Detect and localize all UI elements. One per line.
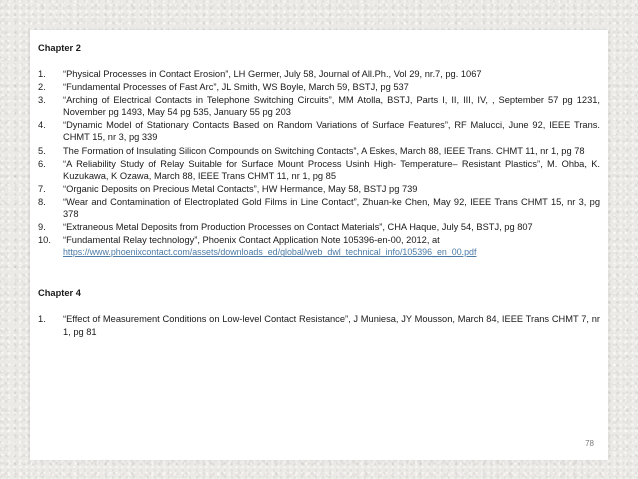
reference-text: “Extraneous Metal Deposits from Production Processes on Contact Materials”, CHA Haque, July 54, BSTJ, pg 807 (63, 222, 533, 233)
chapter-4-heading: Chapter 4 (38, 288, 81, 299)
chapter-2-reference-list (38, 68, 600, 258)
reference-item (38, 145, 600, 157)
reference-text: The Formation of Insulating Silicon Compounds on Switching Contacts”, A Eskes, March 88, IEEE Trans. CHMT 11, nr 1, pg 78 (63, 145, 585, 156)
reference-text: “Physical Processes in Contact Erosion”, LH Germer, July 58, Journal of All.Ph., Vol 29, nr.7, pg. 1067 (63, 69, 482, 79)
reference-number: 6. (38, 158, 46, 169)
spacer (38, 299, 600, 313)
reference-number: 1. (38, 69, 46, 79)
reference-text: “Fundamental Processes of Fast Arc”, JL Smith, WS Boyle, March 59, BSTJ, pg 537 (63, 82, 409, 93)
reference-item (38, 94, 600, 118)
reference-number: 8. (38, 196, 46, 207)
chapter-4-reference-list (38, 313, 600, 337)
reference-number: 2. (38, 82, 46, 93)
phoenix-contact-link[interactable]: https://www.phoenixcontact.com/assets/downloads_ed/global/web_dwl_technical_info/105396_en_00.pdf (63, 247, 477, 258)
reference-number: 7. (38, 183, 46, 194)
reference-number: 1. (38, 314, 46, 325)
page-number: 78 (585, 439, 594, 448)
reference-item (38, 158, 600, 182)
reference-number: 4. (38, 120, 46, 131)
slide (30, 30, 608, 460)
reference-item (38, 313, 600, 337)
reference-text: “Effect of Measurement Conditions on Low-level Contact Resistance”, J Muniesa, JY Mousson, March 84, IEEE Trans CHMT 7, nr 1, pg 81 (63, 314, 600, 337)
reference-item (38, 183, 600, 195)
chapter-2-heading: Chapter 2 (38, 43, 81, 53)
reference-item (38, 119, 600, 143)
reference-text: “Arching of Electrical Contacts in Telephone Switching Circuits”, MM Atolla, BSTJ, Parts I, II, III, IV, , September 57 pg 1231, November pg 1493, May 54 pg 535, January 55 pg 203 (63, 95, 600, 118)
reference-item (38, 196, 600, 220)
reference-number: 10. (38, 235, 51, 246)
reference-text-container (63, 234, 600, 258)
reference-text: “Fundamental Relay technology”, Phoenix Contact Application Note 105396-en-00, 2012, at (63, 235, 440, 246)
reference-text: “A Reliability Study of Relay Suitable for Surface Mount Process Usinh High- Temperature– Resistant Plastics”, M. Ohba, K. Kuzukawa, K Ozawa, March 88, IEEE Trans CHMT 11, nr 1, pg 85 (63, 158, 600, 181)
reference-item (38, 221, 600, 233)
reference-number: 9. (38, 222, 46, 233)
reference-number: 5. (38, 145, 46, 156)
reference-text: “Organic Deposits on Precious Metal Contacts”, HW Hermance, May 58, BSTJ pg 739 (63, 183, 418, 194)
references-content (38, 42, 600, 339)
reference-item (38, 234, 600, 258)
reference-text: “Dynamic Model of Stationary Contacts Based on Random Variations of Surface Features”, RF Malucci, June 92, IEEE Trans. CHMT 15, nr 3, pg 339 (63, 120, 600, 143)
reference-item (38, 68, 600, 80)
spacer (38, 54, 600, 68)
reference-number: 3. (38, 95, 46, 106)
reference-item (38, 81, 600, 93)
reference-text: “Wear and Contamination of Electroplated Gold Films in Line Contact”, Zhuan-ke Chen, May 92, IEEE Trans CHMT 15, nr 3, pg 378 (63, 196, 600, 220)
spacer (38, 259, 600, 287)
